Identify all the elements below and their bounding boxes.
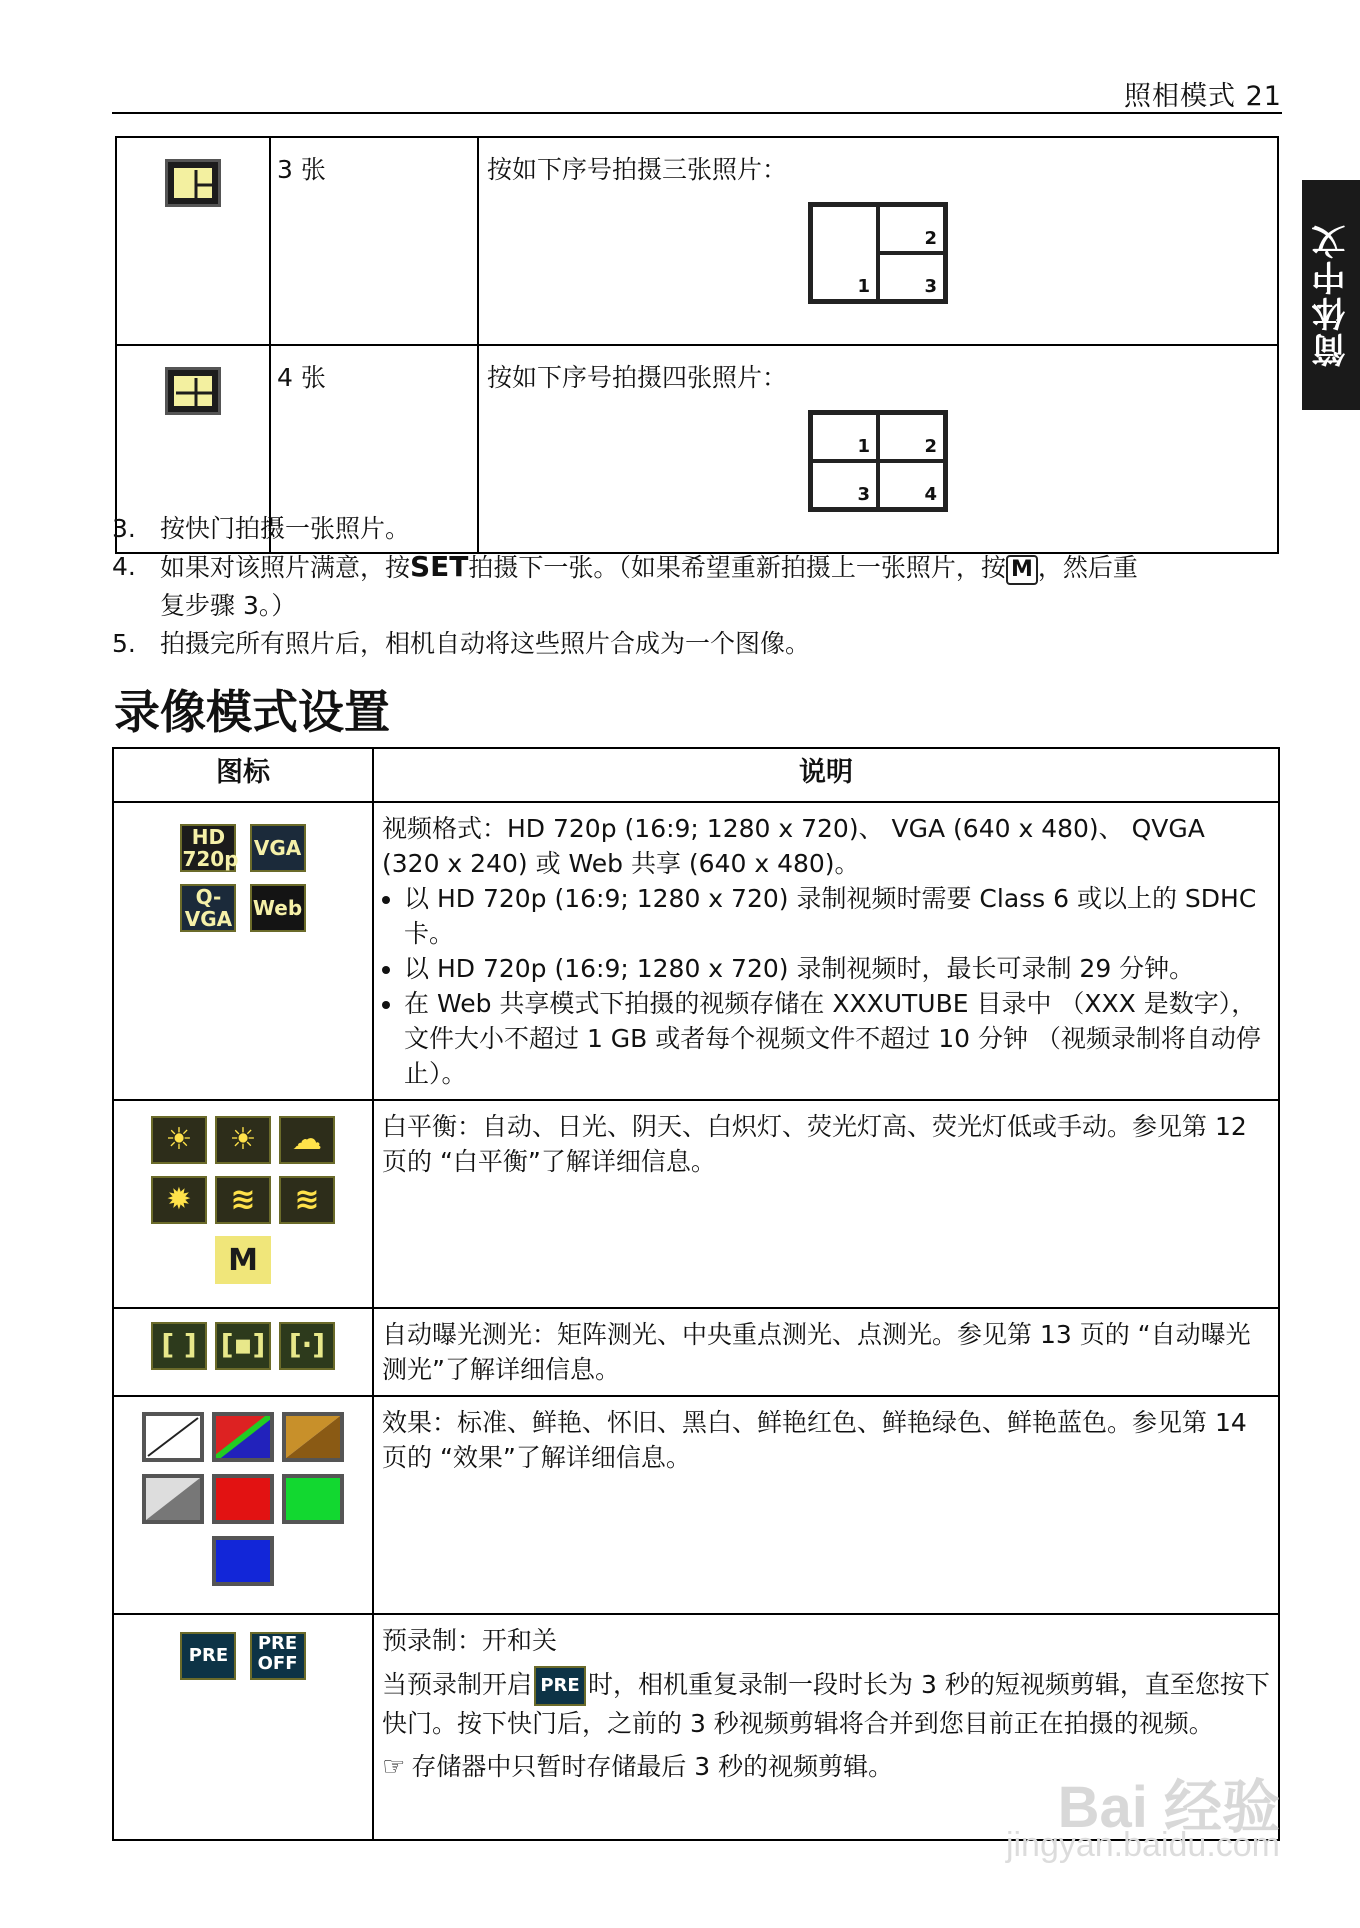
grid-desc: 按如下序号拍摄三张照片： <box>487 155 788 184</box>
web-icon: Web <box>250 884 306 932</box>
cloudy-icon: ☁ <box>279 1116 335 1164</box>
table-row <box>113 1308 1279 1396</box>
sepia-effect-icon <box>282 1412 344 1462</box>
list-item: • 在 Web 共享模式下拍摄的视频存储在 XXXUTUBE 目录中 （XXX 是数字），文件大小不超过 1 GB 或者每个视频文件不超过 10 分钟 （视频录制将自动停止）。 <box>404 986 1270 1091</box>
section-title: 录像模式设置 <box>114 685 390 739</box>
page-header: 照相模式 21 <box>1124 81 1282 112</box>
three-shot-diagram <box>808 202 948 304</box>
movie-settings-table <box>112 747 1280 1841</box>
table-row <box>113 1100 1279 1308</box>
vivid-blue-icon <box>212 1536 274 1586</box>
grid-mode-table <box>115 136 1279 554</box>
hd-720p-icon: HD 720p <box>182 825 239 871</box>
vivid-red-icon <box>212 1474 274 1524</box>
count-label: 4 张 <box>270 345 478 553</box>
count-label: 3 张 <box>270 137 478 345</box>
column-header: 图标 <box>113 748 373 802</box>
auto-wb-icon: ☀ <box>151 1116 207 1164</box>
step-list: 3. 按快门拍摄一张照片。 4. 如果对该照片满意，按SET拍摄下一张。（如果希望重新拍摄上一张照片，按 M ，然后重 复步骤 3。） 5. 拍摄完所有照片后，相机自动将这些照片合成为一个图像。 <box>112 510 1282 663</box>
list-item: • 以 HD 720p (16:9; 1280 x 720) 录制视频时需要 Class 6 或以上的 SDHC 卡。 <box>404 881 1270 951</box>
menu-button-icon: M <box>1006 555 1038 585</box>
pre-record-on-icon: PRE <box>180 1632 236 1680</box>
vga-icon: VGA <box>250 824 306 872</box>
grid-desc: 按如下序号拍摄四张照片： <box>487 363 788 392</box>
language-tab <box>1302 180 1360 410</box>
three-grid-icon <box>165 159 221 207</box>
table-row <box>113 1396 1279 1614</box>
matrix-metering-icon: [ ] <box>151 1322 207 1370</box>
diagram-cell: 1 <box>811 413 878 461</box>
vivid-green-icon <box>282 1474 344 1524</box>
pre-record-off-icon: PRE OFF <box>250 1632 306 1680</box>
pre-record-inline-icon: PRE <box>534 1666 586 1706</box>
table-row <box>116 137 1278 345</box>
video-format-desc: 视频格式：HD 720p (16:9; 1280 x 720)、 VGA (640 x 480)、 QVGA (320 x 240) 或 Web 共享 (640 x 480)。 <box>382 814 1205 878</box>
pointing-hand-icon: ☞ <box>382 1752 406 1782</box>
vivid-effect-icon <box>212 1412 274 1462</box>
four-shot-diagram <box>808 410 948 512</box>
table-row: PRE PRE OFF 预录制：开和关 当预录制开启 PRE 时，相机重复录制一段时长为 3 秒的短视频剪辑，直至您按下快门。按下快门后，之前的 3 秒视频剪辑将合并到您目前正在拍摄的视频。 ☞ 存储器中只暂时存储最后 3 秒的视频剪辑。 <box>113 1614 1279 1840</box>
spot-metering-icon: [·] <box>279 1322 335 1370</box>
header-rule <box>112 112 1282 114</box>
manual-wb-icon: M <box>215 1236 271 1284</box>
wb-desc: 白平衡：自动、日光、阴天、白炽灯、荧光灯高、荧光灯低或手动。参见第 12 页的 “白平衡”了解详细信息。 <box>373 1100 1279 1308</box>
prerecord-title: 预录制：开和关 <box>382 1626 558 1655</box>
diagram-cell: 1 <box>811 205 878 301</box>
diagram-cell: 3 <box>878 253 945 301</box>
set-button-label: SET <box>410 550 469 583</box>
four-grid-icon <box>165 367 221 415</box>
watermark-logo: Bai 经验 <box>1057 1775 1280 1840</box>
effect-desc: 效果：标准、鲜艳、怀旧、黑白、鲜艳红色、鲜艳绿色、鲜艳蓝色。参见第 14 页的 “效果”了解详细信息。 <box>373 1396 1279 1614</box>
note-text: 存储器中只暂时存储最后 3 秒的视频剪辑。 <box>411 1752 894 1781</box>
step-item: 5. 拍摄完所有照片后，相机自动将这些照片合成为一个图像。 <box>112 629 811 658</box>
standard-effect-icon <box>142 1412 204 1462</box>
center-metering-icon: [▪] <box>215 1322 271 1370</box>
watermark-url: jingyan.baidu.com <box>1005 1826 1280 1864</box>
diagram-cell: 3 <box>811 461 878 509</box>
language-tab-label: 简体中文 <box>1311 223 1352 367</box>
tungsten-icon: ✹ <box>151 1176 207 1224</box>
diagram-cell: 2 <box>878 205 945 253</box>
diagram-cell: 4 <box>878 461 945 509</box>
diagram-cell: 2 <box>878 413 945 461</box>
step-item: 3. 按快门拍摄一张照片。 <box>112 514 411 543</box>
daylight-icon: ☀ <box>215 1116 271 1164</box>
bw-effect-icon <box>142 1474 204 1524</box>
fluorescent-low-icon: ≋ <box>279 1176 335 1224</box>
column-header: 说明 <box>373 748 1279 802</box>
table-row <box>113 802 1279 1100</box>
step-item: 4. 如果对该照片满意，按SET拍摄下一张。（如果希望重新拍摄上一张照片，按 M ，然后重 <box>112 550 1138 583</box>
qvga-icon: Q-VGA <box>180 884 236 932</box>
fluorescent-high-icon: ≋ <box>215 1176 271 1224</box>
list-item: • 以 HD 720p (16:9; 1280 x 720) 录制视频时，最长可录制 29 分钟。 <box>404 951 1270 986</box>
metering-desc: 自动曝光测光：矩阵测光、中央重点测光、点测光。参见第 13 页的 “自动曝光测光”了解详细信息。 <box>373 1308 1279 1396</box>
